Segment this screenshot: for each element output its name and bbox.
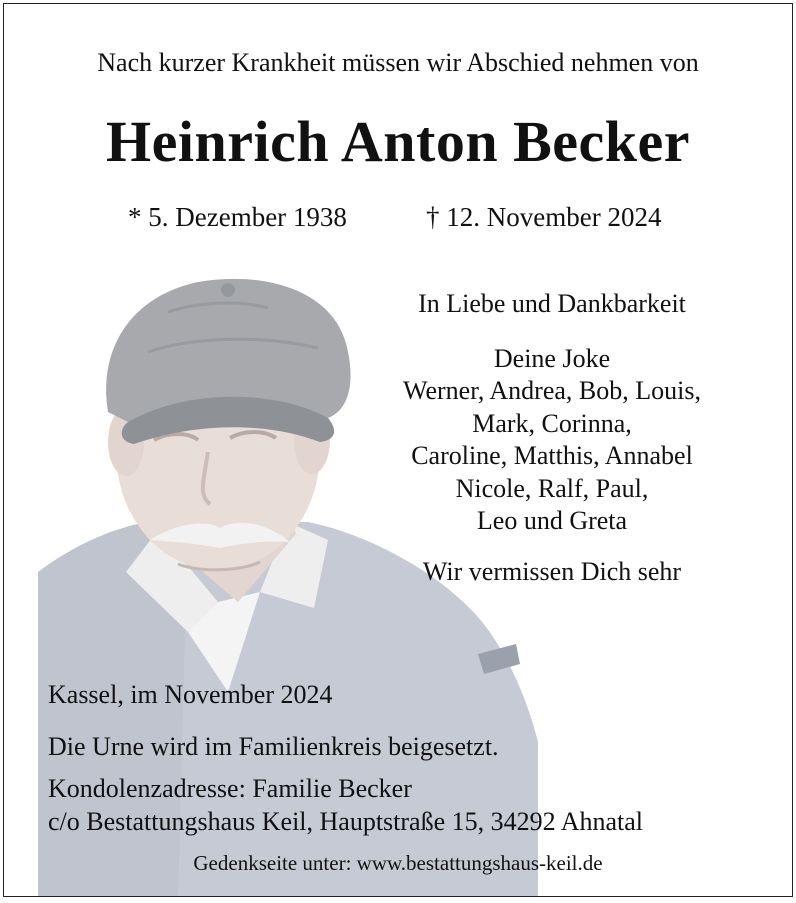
mourners-block — [362, 288, 742, 588]
dedication-text: In Liebe und Dankbarkeit — [418, 289, 686, 318]
closing-text: Wir vermissen Dich sehr — [422, 556, 682, 586]
obituary-card — [3, 3, 793, 897]
intro-text: Nach kurzer Krankheit müssen wir Abschied nehmen von — [97, 48, 699, 77]
family-line: Caroline, Matthis, Annabel — [411, 441, 693, 470]
family-line: Deine Joke — [493, 343, 611, 373]
family-line: Nicole, Ralf, Paul, — [455, 473, 649, 503]
burial-note: Die Urne wird im Familienkreis beigesetzt. — [48, 732, 499, 761]
deceased-name: Heinrich Anton Becker — [105, 109, 690, 174]
city-date: Kassel, im November 2024 — [48, 680, 333, 709]
family-line: Leo und Greta — [476, 506, 628, 535]
birth-date: * 5. Dezember 1938 — [128, 202, 347, 232]
death-date: † 12. November 2024 — [426, 202, 662, 232]
family-line: Werner, Andrea, Bob, Louis, — [403, 376, 701, 405]
family-line: Mark, Corinna, — [472, 408, 632, 438]
condolence-address-line2: c/o Bestattungshaus Keil, Hauptstraße 15, 34292 Ahnatal — [48, 807, 644, 836]
condolence-address-line1: Kondolenzadresse: Familie Becker — [48, 774, 412, 803]
memorial-website: Gedenkseite unter: www.bestattungshaus-keil.de — [193, 851, 603, 875]
